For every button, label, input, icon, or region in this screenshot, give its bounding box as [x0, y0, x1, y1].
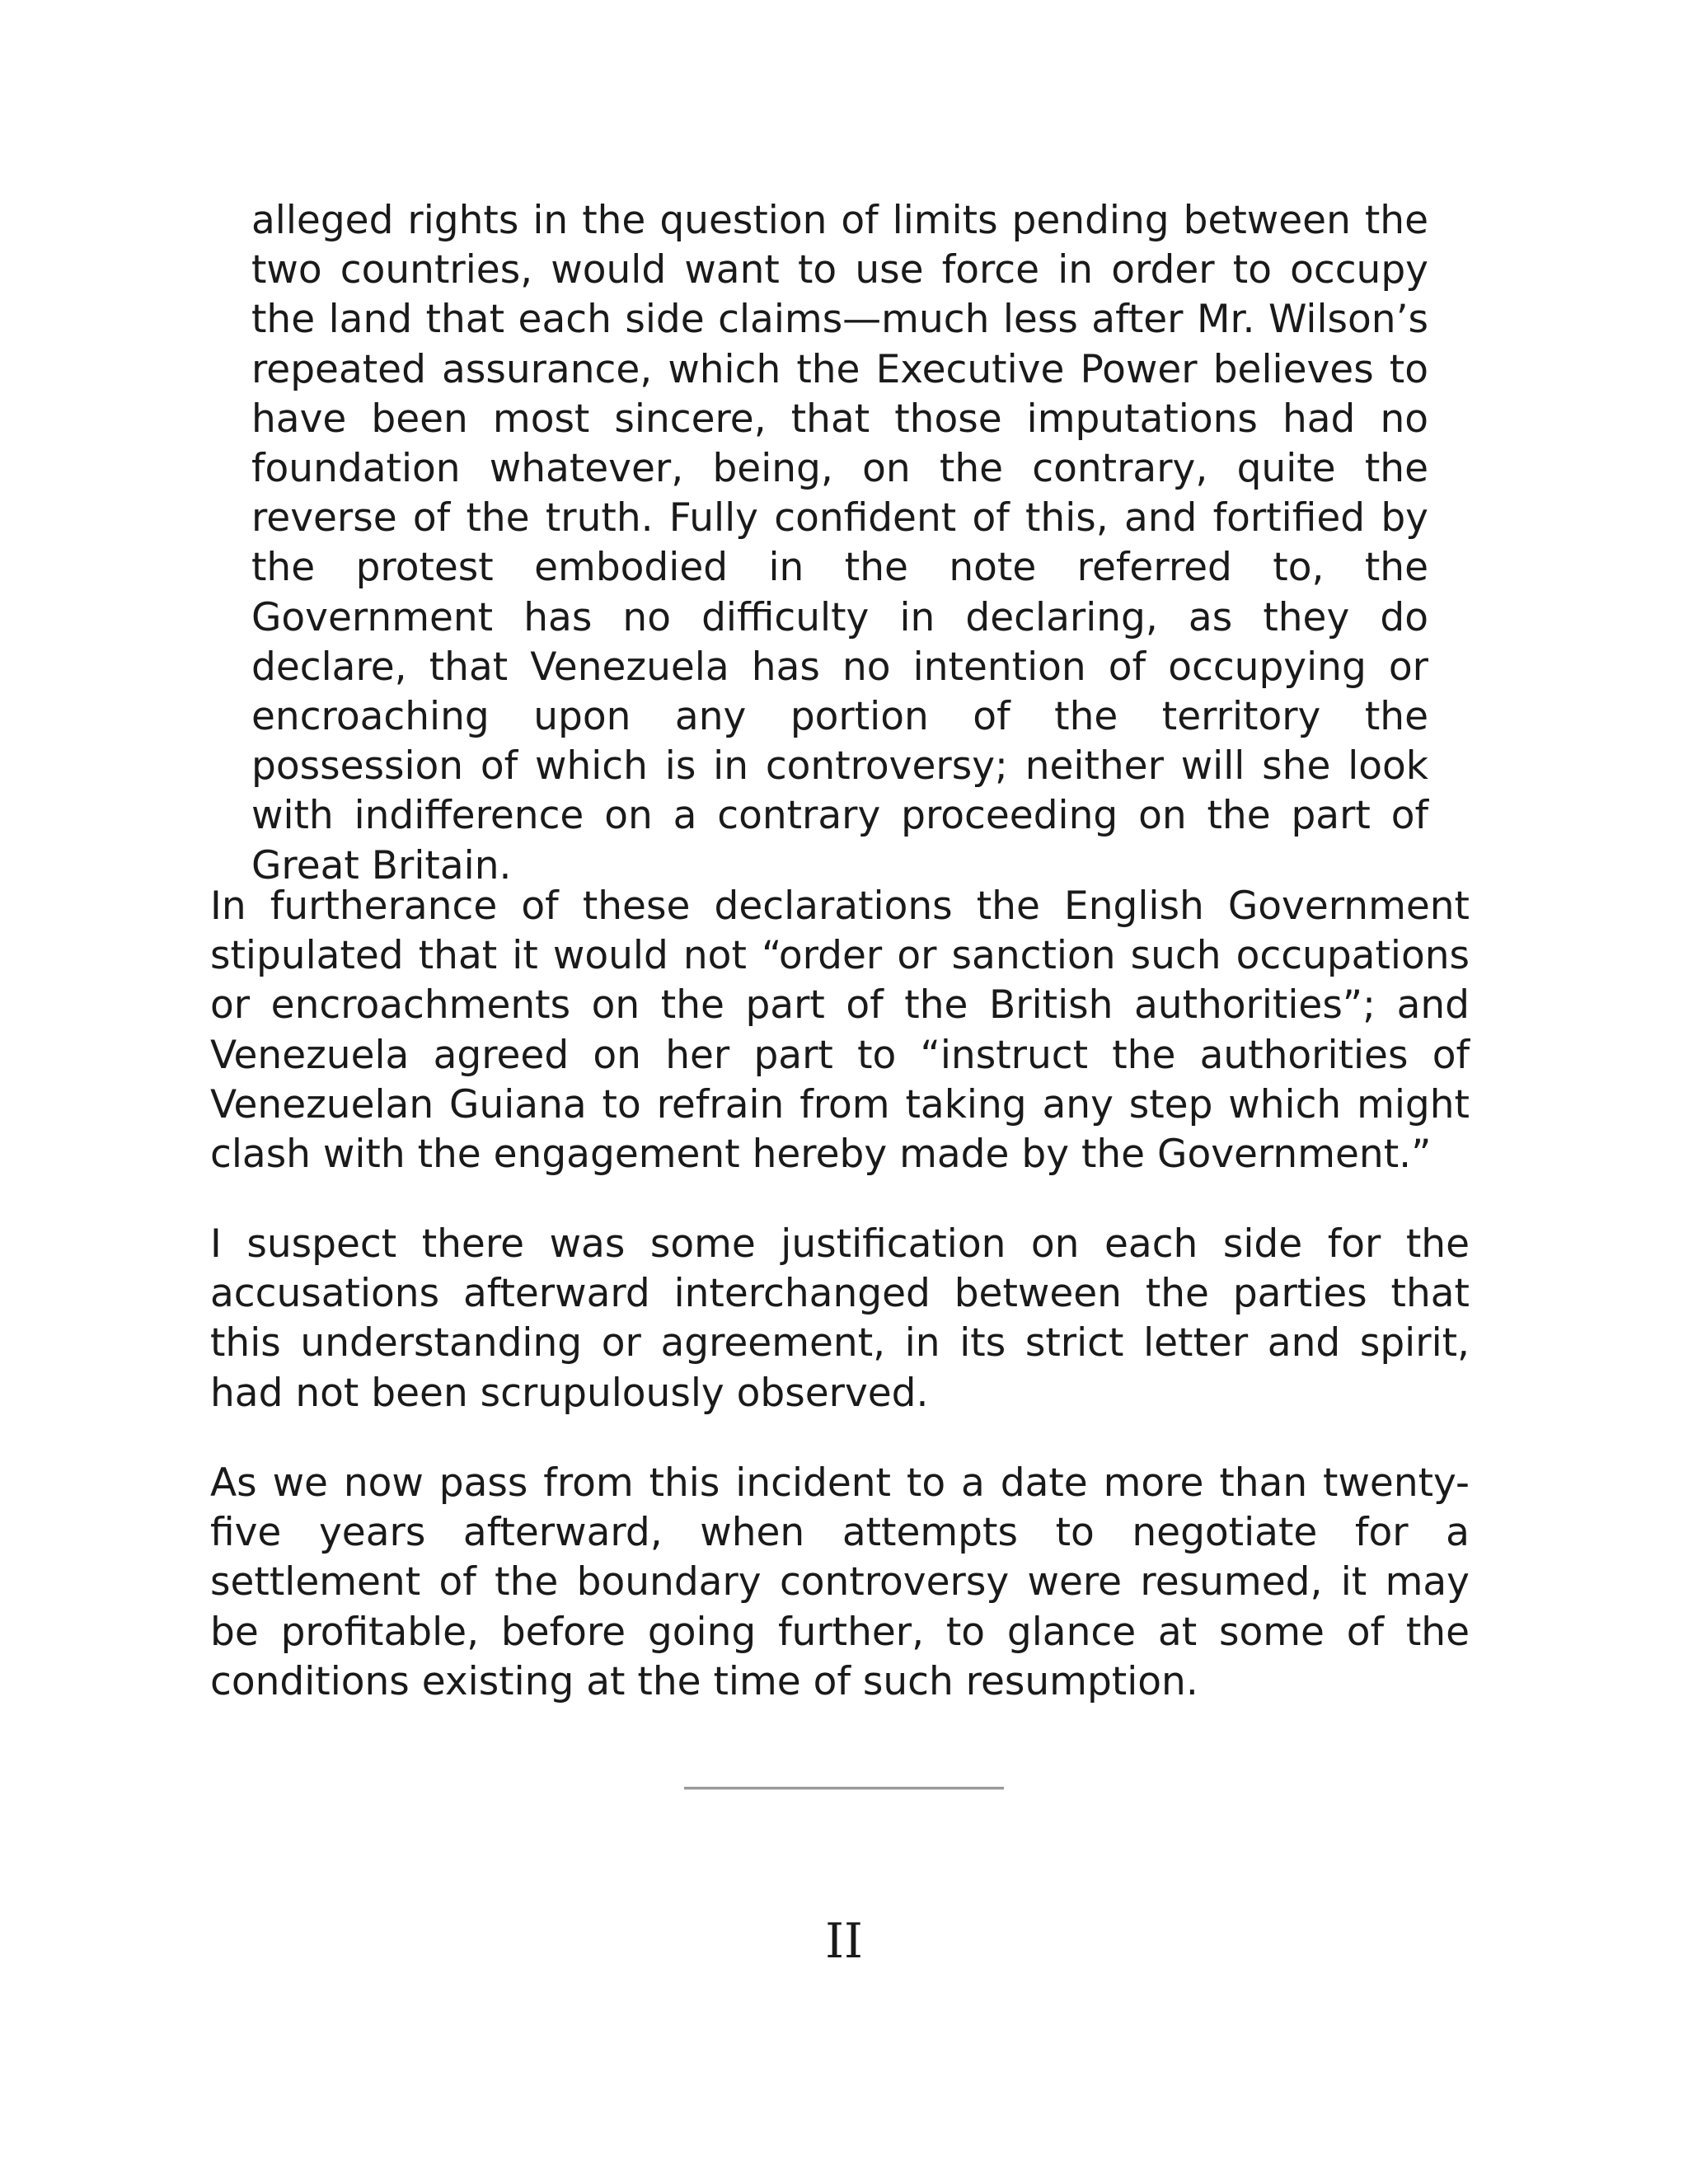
block-quote: alleged rights in the question of limits pending between the two countries, would want to use force in order to occupy the land that each side claims—much less after Mr. Wilson’s repeated assurance, which the Executive Power believes to have been most sincere, that those imputations had no foundation whatever, being, on the contrary, quite the reverse of the truth. Fully confident of this, and fortified by the protest embodied in the note referred to, the Government has no difficulty in declaring, as they do declare, that Venezuela has no intention of occupying or encroaching upon any portion of the territory the possession of which is in controversy; neither will she look with indifference on a contrary proceeding on the part of Great Britain.: [251, 198, 1428, 888]
body-paragraph: In furtherance of these declarations the English Government stipulated that it would not “order or sanction such occupations or encroachments on the part of the British authorities”; and Venezuela agreed on her part to “instruct the authorities of Venezuelan Guiana to refrain from taking any step which might clash with the engagement hereby made by the Government.”: [210, 883, 1470, 1178]
body-paragraph: As we now pass from this incident to a date more than twenty-five years afterward, when attempts to negotiate for a settlement of the boundary controversy were resumed, it may be profitable, before going further, to glance at some of the conditions existing at the time of such resumption.: [210, 1460, 1470, 1704]
chapter-heading: II: [825, 1913, 863, 1969]
section-divider: [684, 1787, 1004, 1790]
body-paragraph: I suspect there was some justification on each side for the accusations afterward interchanged between the parties that this understanding or agreement, in its strict letter and spirit, had not been scrupulously observed.: [210, 1221, 1470, 1416]
